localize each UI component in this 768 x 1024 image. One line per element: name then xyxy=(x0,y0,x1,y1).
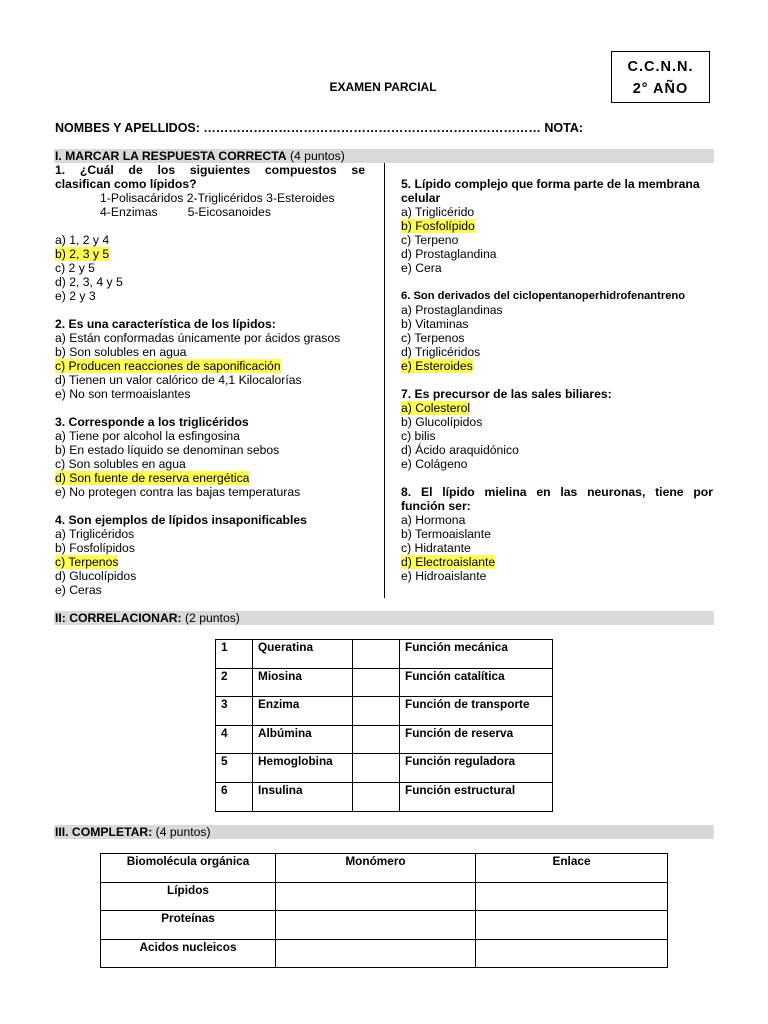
monomer-cell[interactable] xyxy=(276,882,476,911)
row-term: Enzima xyxy=(253,697,353,726)
row-function: Función de reserva xyxy=(400,725,553,754)
header-monomer: Monómero xyxy=(276,854,476,883)
answer-7e: e) Colágeno xyxy=(401,457,468,471)
answer-6e: e) Esteroides xyxy=(401,359,473,373)
row-function: Función mecánica xyxy=(400,640,553,669)
question-2: 2. Es una característica de los lípidos: xyxy=(55,317,276,331)
row-number: 4 xyxy=(216,725,253,754)
row-number: 6 xyxy=(216,782,253,811)
answer-2b: b) Son solubles en agua xyxy=(55,345,187,359)
questions-left-column xyxy=(55,163,365,597)
bond-cell[interactable] xyxy=(476,882,668,911)
answer-1c: c) 2 y 5 xyxy=(55,261,95,275)
answer-cell[interactable] xyxy=(353,754,400,783)
question-6: 6. Son derivados del ciclopentanoperhidrofenantreno xyxy=(401,290,686,302)
table-header-row xyxy=(101,854,668,883)
answer-6d: d) Triglicéridos xyxy=(401,345,481,359)
answer-3e: e) No protegen contra las bajas temperaturas xyxy=(55,485,301,499)
row-term: Queratina xyxy=(253,640,353,669)
table-row xyxy=(216,668,553,697)
row-number: 3 xyxy=(216,697,253,726)
answer-2a: a) Están conformadas únicamente por ácidos grasos xyxy=(55,331,341,345)
answer-3a: a) Tiene por alcohol la esfingosina xyxy=(55,429,240,443)
question-3: 3. Corresponde a los triglicéridos xyxy=(55,415,249,429)
answer-8d: d) Electroaislante xyxy=(401,555,496,569)
answer-4c: c) Terpenos xyxy=(55,555,119,569)
row-term: Hemoglobina xyxy=(253,754,353,783)
answer-4d: d) Glucolípidos xyxy=(55,569,137,583)
row-term: Insulina xyxy=(253,782,353,811)
answer-6b: b) Vitaminas xyxy=(401,317,469,331)
answer-7b: b) Glucolípidos xyxy=(401,415,483,429)
answer-5d: d) Prostaglandina xyxy=(401,247,497,261)
name-and-grade-line: NOMBES Y APELLIDOS: ……………………………………………………………………… NOTA: xyxy=(55,121,584,135)
questions-right-column xyxy=(401,177,713,583)
answer-6c: c) Terpenos xyxy=(401,331,465,345)
answer-4e: e) Ceras xyxy=(55,583,102,597)
answer-cell[interactable] xyxy=(353,697,400,726)
course-year: 2° AÑO xyxy=(632,81,689,97)
answer-3d: d) Son fuente de reserva energética xyxy=(55,471,250,485)
answer-5b: b) Fosfolípido xyxy=(401,219,475,233)
answer-1e: e) 2 y 3 xyxy=(55,289,96,303)
answer-8a: a) Hormona xyxy=(401,513,466,527)
question-8-line-1: 8. El lípido mielina en las neuronas, tiene por xyxy=(401,485,713,499)
table-row xyxy=(216,754,553,783)
row-function: Función de transporte xyxy=(400,697,553,726)
table-row xyxy=(216,725,553,754)
row-function: Función estructural xyxy=(400,782,553,811)
question-1-options-2: 4-Enzimas 5-Eicosanoides xyxy=(100,205,271,219)
course-box xyxy=(611,51,710,103)
answer-2d: d) Tienen un valor calórico de 4,1 Kilocalorías xyxy=(55,373,302,387)
monomer-cell[interactable] xyxy=(276,911,476,940)
row-function: Función catalítica xyxy=(400,668,553,697)
monomer-cell[interactable] xyxy=(276,939,476,968)
question-7: 7. Es precursor de las sales biliares: xyxy=(401,387,612,401)
question-4: 4. Son ejemplos de lípidos insaponificables xyxy=(55,513,307,527)
answer-1d: d) 2, 3, 4 y 5 xyxy=(55,275,123,289)
answer-5e: e) Cera xyxy=(401,261,442,275)
answer-6a: a) Prostaglandinas xyxy=(401,303,503,317)
row-number: 5 xyxy=(216,754,253,783)
answer-cell[interactable] xyxy=(353,640,400,669)
answer-2e: e) No son termoaislantes xyxy=(55,387,191,401)
biomolecule-name: Acidos nucleicos xyxy=(101,939,276,968)
answer-3c: c) Son solubles en agua xyxy=(55,457,186,471)
section-3-header: III. COMPLETAR: (4 puntos) xyxy=(54,825,714,839)
table-row xyxy=(216,782,553,811)
biomolecule-name: Proteínas xyxy=(101,911,276,940)
table-row xyxy=(216,697,553,726)
section-2-header: II: CORRELACIONAR: (2 puntos) xyxy=(54,611,714,625)
completion-table xyxy=(100,853,668,968)
table-row xyxy=(216,640,553,669)
row-number: 1 xyxy=(216,640,253,669)
answer-cell[interactable] xyxy=(353,725,400,754)
answer-7c: c) bilis xyxy=(401,429,436,443)
answer-7d: d) Ácido araquidónico xyxy=(401,443,519,457)
bond-cell[interactable] xyxy=(476,911,668,940)
row-term: Miosina xyxy=(253,668,353,697)
answer-8b: b) Termoaislante xyxy=(401,527,491,541)
table-row xyxy=(101,882,668,911)
column-divider xyxy=(384,163,385,598)
bond-cell[interactable] xyxy=(476,939,668,968)
answer-4a: a) Triglicéridos xyxy=(55,527,135,541)
course-name: C.C.N.N. xyxy=(627,59,694,75)
biomolecule-name: Lípidos xyxy=(101,882,276,911)
question-1-line-1: 1. ¿Cuál de los siguientes compuestos se xyxy=(55,163,365,177)
question-5-line-2: celular xyxy=(401,191,441,205)
table-row xyxy=(101,939,668,968)
correlation-table xyxy=(215,639,553,812)
row-number: 2 xyxy=(216,668,253,697)
answer-8c: c) Hidratante xyxy=(401,541,471,555)
answer-5c: c) Terpeno xyxy=(401,233,459,247)
header-biomolecule: Biomolécula orgánica xyxy=(101,854,276,883)
header-bond: Enlace xyxy=(476,854,668,883)
row-term: Albúmina xyxy=(253,725,353,754)
section-1-header: I. MARCAR LA RESPUESTA CORRECTA (4 puntos) xyxy=(54,149,714,163)
answer-3b: b) En estado líquido se denominan sebos xyxy=(55,443,280,457)
answer-cell[interactable] xyxy=(353,782,400,811)
question-1-options-1: 1-Polisacáridos 2-Triglicéridos 3-Esteroides xyxy=(100,191,335,205)
answer-7a: a) Colesterol xyxy=(401,401,471,415)
answer-2c: c) Producen reacciones de saponificación xyxy=(55,359,281,373)
answer-1b: b) 2, 3 y 5 xyxy=(55,247,110,261)
answer-cell[interactable] xyxy=(353,668,400,697)
row-function: Función reguladora xyxy=(400,754,553,783)
answer-8e: e) Hidroaislante xyxy=(401,569,487,583)
question-1-line-2: clasifican como lípidos? xyxy=(55,177,197,191)
question-5-line-1: 5. Lípido complejo que forma parte de la membrana xyxy=(401,177,700,191)
table-row xyxy=(101,911,668,940)
exam-title: EXAMEN PARCIAL xyxy=(329,80,437,94)
answer-5a: a) Triglicérido xyxy=(401,205,475,219)
answer-4b: b) Fosfolípidos xyxy=(55,541,135,555)
answer-1a: a) 1, 2 y 4 xyxy=(55,233,110,247)
question-8-line-2: función ser: xyxy=(401,499,471,513)
